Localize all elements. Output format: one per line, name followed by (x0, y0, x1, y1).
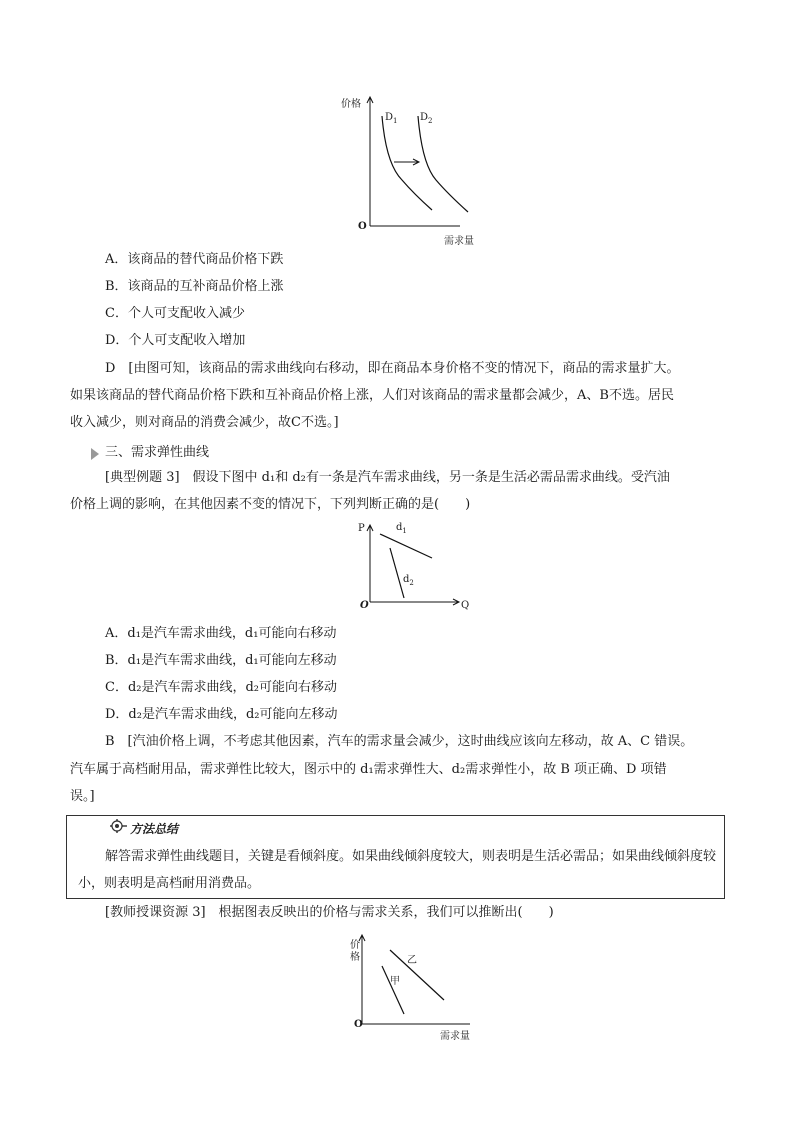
example3-line-1: [典型例题 3] 假设下图中 d₁和 d₂有一条是汽车需求曲线，另一条是生活必需品需求曲线。受汽油 (105, 470, 670, 485)
figure3-y-label-2: 格 (350, 952, 360, 963)
q3-answer-line-3: 误。] (70, 789, 95, 804)
summary-gear-icon (108, 818, 128, 834)
q3-option-d: D．d₂是汽车需求曲线，d₂可能向左移动 (105, 707, 338, 722)
figure3-x-label: 需求量 (440, 1031, 470, 1042)
method-summary-text: 解答需求弹性曲线题目，关键是看倾斜度。如果曲线倾斜度较大，则表明是生活必需品；如果曲线倾斜度较小，则表明是高档耐用消费品。 (78, 849, 717, 891)
q3-option-b: B．d₁是汽车需求曲线，d₁可能向左移动 (105, 653, 337, 668)
figure1-chart (340, 92, 490, 242)
q3-answer-line-2: 汽车属于高档耐用品，需求弹性比较大，图示中的 d₁需求弹性大、d₂需求弹性小，故 B 项正确、D 项错 (70, 762, 667, 777)
q2-answer-line-1: D [由图可知，该商品的需求曲线向右移动，即在商品本身价格不变的情况下，商品的需求量扩大。 (105, 361, 680, 376)
figure2-curve-d2 (390, 548, 404, 598)
figure1-origin: O (358, 221, 367, 232)
section-arrow-icon (91, 448, 99, 460)
figure1-curve2-label: $D_2$ (420, 112, 433, 125)
figure2-curve1-label: $d_1$ (396, 522, 407, 535)
q3-answer-line-1: B [汽油价格上调，不考虑其他因素，汽车的需求量会减少，这时曲线应该向左移动，故 A、C 错误。 (105, 734, 694, 749)
q3-option-a: A．d₁是汽车需求曲线，d₁可能向右移动 (105, 626, 337, 641)
example3-line-2: 价格上调的影响，在其他因素不变的情况下，下列判断正确的是( ) (70, 497, 471, 512)
figure1-curve-d1 (382, 116, 432, 210)
figure2-curve-d1 (380, 534, 432, 558)
figure1-y-label: 价格 (341, 99, 361, 110)
q3-option-c: C．d₂是汽车需求曲线，d₂可能向右移动 (105, 680, 338, 695)
figure3-y-label-1: 价 (350, 940, 360, 951)
q2-answer-line-3: 收入减少，则对商品的消费会减少，故C不选。] (70, 415, 339, 430)
figure1-x-label: 需求量 (444, 236, 474, 247)
figure2-x-label: Q (461, 600, 470, 611)
q2-option-d: D．个人可支配收入增加 (105, 333, 246, 348)
method-summary-title: 方法总结 (130, 822, 179, 836)
figure2-y-label: P (358, 523, 365, 534)
teacher3-line: [教师授课资源 3] 根据图表反映出的价格与需求关系，我们可以推断出( ) (105, 905, 554, 920)
q2-answer-line-2: 如果该商品的替代商品价格下跌和互补商品价格上涨，人们对该商品的需求量都会减少，A、B不选。居民 (70, 388, 674, 403)
figure1-curve1-label: $D_1$ (385, 112, 398, 125)
figure1-curve-d2 (418, 116, 468, 212)
q2-option-a: A．该商品的替代商品价格下跌 (105, 252, 284, 267)
figure2-curve2-label: $d_2$ (403, 574, 414, 587)
section3-title: 三、需求弹性曲线 (105, 445, 210, 460)
figure3-curve1-label: 乙 (407, 955, 417, 966)
q2-option-c: C．个人可支配收入减少 (105, 306, 245, 321)
figure2-origin: O (360, 600, 369, 611)
figure3-curve2-label: 甲 (390, 976, 400, 987)
q2-option-b: B．该商品的互补商品价格上涨 (105, 279, 284, 294)
figure3-origin: O (354, 1019, 363, 1030)
